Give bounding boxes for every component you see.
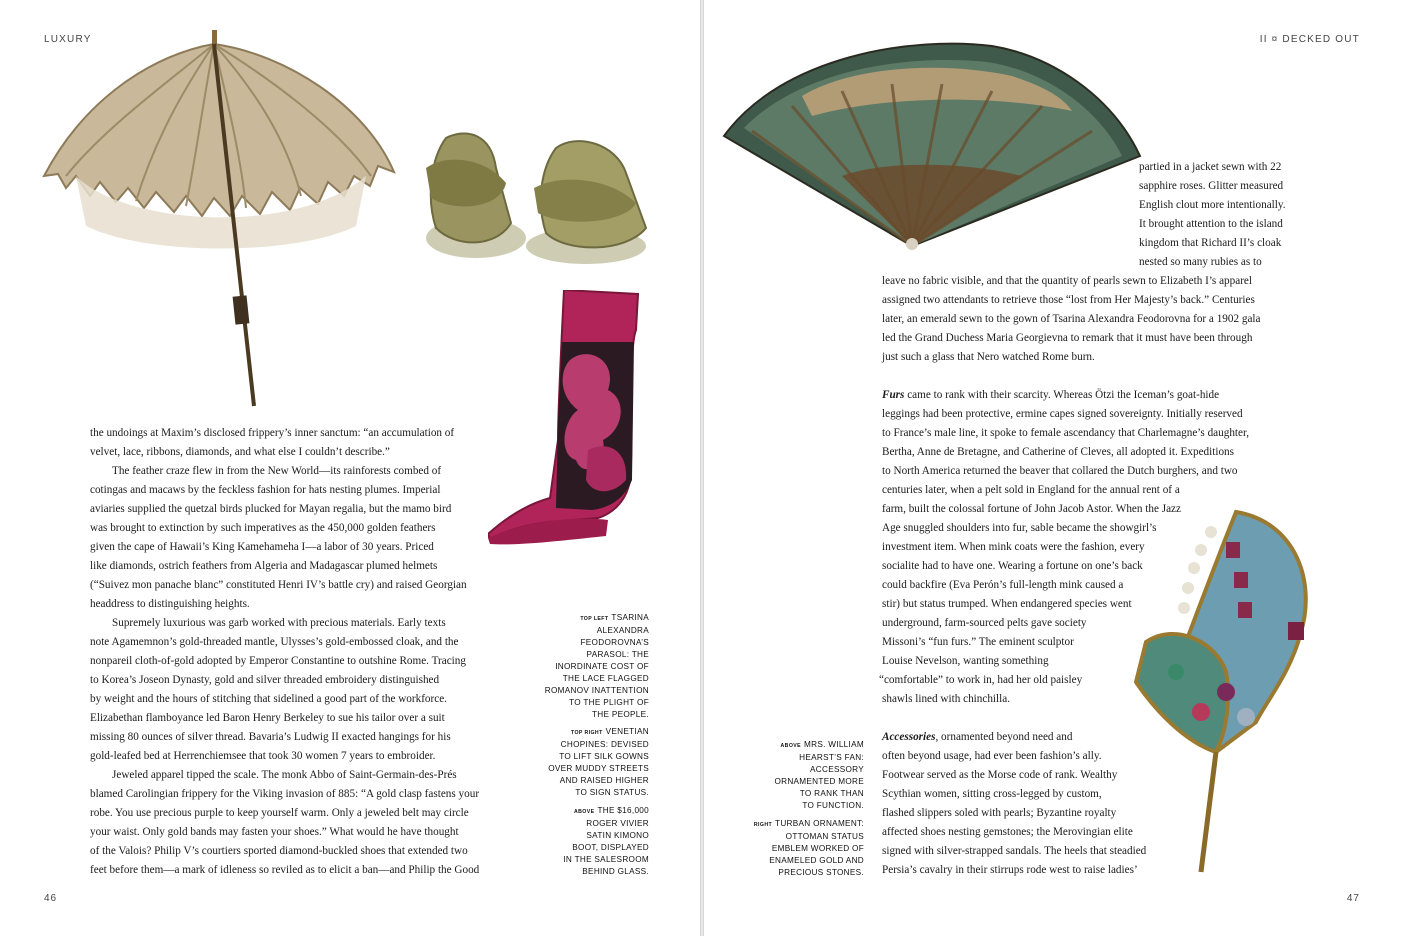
caption-parasol [519,612,649,721]
caption-line: TURBAN ORNAMENT: [775,819,864,828]
caption-tag: ABOVE [574,809,595,815]
body-line: investment item. When mink coats were the fashion, every [882,541,1145,553]
page-number-right: 47 [1346,893,1360,904]
body-line: English clout more intentionally. [1139,199,1286,211]
body-line: underground, farm-sourced pelts gave society [882,617,1087,629]
caption-fan [714,739,864,812]
body-line: velvet, lace, ribbons, diamonds, and what else I couldn’t describe.” [90,446,390,458]
body-line: stir) but status trumped. When endangered species went [882,598,1132,610]
body-line: nested so many rubies as to [1139,256,1262,268]
body-line: your waist. Only gold bands may fasten your shoes.” What would he have thought [90,826,459,838]
furs-first-line [882,386,1219,405]
caption-line: TO RANK THAN [799,789,864,798]
caption-line: THE LACE FLAGGED [562,674,649,683]
body-line: Missoni’s “fun furs.” The eminent sculptor [882,636,1074,648]
parasol-image [36,26,406,411]
body-line: of the Valois? Philip V’s courtiers sported diamond-buckled shoes that extended two [90,845,468,857]
body-line: later, an emerald sewn to the gown of Tsarina Alexandra Feodorovna for a 1902 gala [882,313,1261,325]
caption-line: TSARINA [611,613,649,622]
furs-runin: Furs [882,389,905,401]
body-line: nonpareil cloth-of-gold adopted by Emperor Constantine to outshine Rome. Tracing [90,655,466,667]
accessories-first-line [882,728,1072,747]
body-line: feet before them—a mark of idleness so reviled as to elicit a ban—and Philip the Good [90,864,480,876]
body-line: headdress to distinguishing heights. [90,598,250,610]
body-line: blamed Carolingian frippery for the Viking invasion of 885: “A gold clasp fastens your [90,788,480,800]
caption-line: THE $16,000 [597,806,649,815]
caption-line: OTTOMAN STATUS [785,832,864,841]
caption-line: EMBLEM WORKED OF [771,844,864,853]
body-line: sapphire roses. Glitter measured [1139,180,1284,192]
caption-line: TO FUNCTION. [802,801,864,810]
body-line: signed with silver-strapped sandals. The heels that steadied [882,845,1147,857]
body-line: assigned two attendants to retrieve those “lost from Her Majesty’s back.” Centuries [882,294,1255,306]
body-line: affected shoes nesting gemstones; the Merovingian elite [882,826,1133,838]
body-line: given the cape of Hawaii’s King Kamehameha I—a labor of 30 years. Priced [90,541,434,553]
body-line: Louise Nevelson, wanting something [882,655,1049,667]
body-line: Elizabethan flamboyance led Baron Henry Berkeley to sue his tailor over a suit [90,712,445,724]
boot-image [488,290,648,555]
page-number-left: 46 [44,893,58,904]
caption-line: THE PEOPLE. [592,710,649,719]
caption-line: CHOPINES: DEVISED [560,740,649,749]
caption-line: ENAMELED GOLD AND [769,856,864,865]
running-head-left: LUXURY [44,34,92,45]
body-line: shawls lined with chinchilla. [882,693,1011,705]
body-line: Supremely luxurious was garb worked with precious materials. Early texts [112,617,446,629]
fan-image [722,36,1142,256]
body-line: like diamonds, ostrich feathers from Algeria and Madagascar plumed helmets [90,560,438,572]
body-line: Age snuggled shoulders into fur, sable became the showgirl’s [882,522,1157,534]
body-line: The feather craze flew in from the New World—its rainforests combed of [112,465,442,477]
body-line: the undoings at Maxim’s disclosed frippery’s inner sanctum: “an accumulation of [90,427,455,439]
body-line: to Korea’s Joseon Dynasty, gold and silver threaded embroidery distinguished [90,674,440,686]
body-line: cotingas and macaws by the feckless fashion for hats nesting plumes. Imperial [90,484,441,496]
caption-line: IN THE SALESROOM [563,855,649,864]
turban-ornament-image [1116,502,1326,874]
caption-line: ROMANOV INATTENTION [544,686,649,695]
right-page [704,0,1404,936]
body-line: Bertha, Anne de Bretagne, and Catherine of Cleves, all adopted it. Expeditions [882,446,1234,458]
caption-tag: TOP RIGHT [570,730,603,736]
body-line: “comfortable” to work in, had her old paisley [879,674,1083,686]
body-line: kingdom that Richard II’s cloak [1139,237,1282,249]
caption-line: TO LIFT SILK GOWNS [559,752,649,761]
caption-turban-ornament [714,818,864,879]
body-line: led the Grand Duchess Maria Georgievna to remark that it must have been through [882,332,1253,344]
body-line: (“Suivez mon panache blanc” constituted Henri IV’s battle cry) and raised Georgian [90,579,467,591]
caption-line: ORNAMENTED MORE [774,777,864,786]
body-line: missing 80 ounces of silver thread. Bavaria’s Ludwig II exacted hangings for his [90,731,451,743]
body-line: socialite had to have one. Wearing a fortune on one’s back [882,560,1143,572]
left-page [0,0,700,936]
body-line: just such a glass that Nero watched Rome burn. [882,351,1095,363]
caption-chopines [519,726,649,799]
body-line: note Agamemnon’s gold-threaded mantle, Ulysses’s gold-embossed cloak, and the [90,636,459,648]
caption-line: SATIN KIMONO [586,831,649,840]
caption-line: PRECIOUS STONES. [778,868,864,877]
caption-line: FEODOROVNA’S [580,638,649,647]
accessories-runin: Accessories [882,731,936,743]
body-line: Footwear served as the Morse code of rank. Wealthy [882,769,1118,781]
caption-line: AND RAISED HIGHER [559,776,649,785]
caption-line: INORDINATE COST OF [555,662,649,671]
caption-line: HEARST’S FAN: [799,753,864,762]
body-line: was brought to extinction by such imperatives as the 450,000 golden feathers [90,522,436,534]
body-line: partied in a jacket sewn with 22 [1139,161,1282,173]
body-line: centuries later, when a pelt sold in England for the annual rent of a [882,484,1180,496]
caption-tag: TOP LEFT [580,616,609,622]
body-line: flashed slippers soled with pearls; Byzantine royalty [882,807,1117,819]
body-line: robe. You use precious purple to keep yourself warm. Only a jeweled belt may circle [90,807,469,819]
caption-line: ACCESSORY [810,765,864,774]
caption-line: TO SIGN STATUS. [575,788,649,797]
caption-line: BOOT, DISPLAYED [572,843,649,852]
body-line: often beyond usage, had ever been fashion’s ally. [882,750,1102,762]
caption-line: BEHIND GLASS. [582,867,649,876]
caption-line: OVER MUDDY STREETS [548,764,649,773]
caption-line: ROGER VIVIER [586,819,649,828]
body-line: by weight and the hours of stitching that sidelined a good part of the workforce. [90,693,447,705]
caption-boot [519,805,649,878]
caption-line: VENETIAN [605,727,649,736]
body-line: It brought attention to the island [1139,218,1283,230]
body-line: gold-leafed bed at Herrenchiemsee that took 30 women 7 years to embroider. [90,750,436,762]
body-line: to North America returned the beaver that collared the Dutch burghers, and two [882,465,1238,477]
chopines-image [416,128,686,268]
body-line: Persia’s cavalry in their stirrups rode west to raise ladies’ [882,864,1138,876]
caption-line: ALEXANDRA [596,626,649,635]
caption-line: MRS. WILLIAM [803,740,864,749]
body-line: could backfire (Eva Perón’s full-length mink caused a [882,579,1124,591]
running-head-right: II ¤ DECKED OUT [1259,34,1360,45]
body-line: aviaries supplied the quetzal birds plucked for Mayan regalia, but the mamo bird [90,503,452,515]
caption-line: TO THE PLIGHT OF [569,698,649,707]
body-line: to France’s male line, it spoke to female ascendancy that Charlemagne’s daughter, [882,427,1250,439]
body-line: came to rank with their scarcity. Whereas Ötzi the Iceman’s goat-hide [904,389,1220,401]
body-line: leave no fabric visible, and that the quantity of pearls sewn to Elizabeth I’s apparel [882,275,1252,287]
caption-tag: ABOVE [780,743,801,749]
body-line: farm, built the colossal fortune of John Jacob Astor. When the Jazz [882,503,1181,515]
body-line: , ornamented beyond need and [935,731,1073,743]
body-line: leggings had been protective, ermine capes signed sovereignty. Initially reserved [882,408,1243,420]
body-line: Scythian women, sitting cross-legged by custom, [882,788,1102,800]
caption-tag: RIGHT [753,822,773,828]
body-line: Jeweled apparel tipped the scale. The monk Abbo of Saint-Germain-des-Prés [112,769,457,781]
caption-line: PARASOL: THE [586,650,649,659]
